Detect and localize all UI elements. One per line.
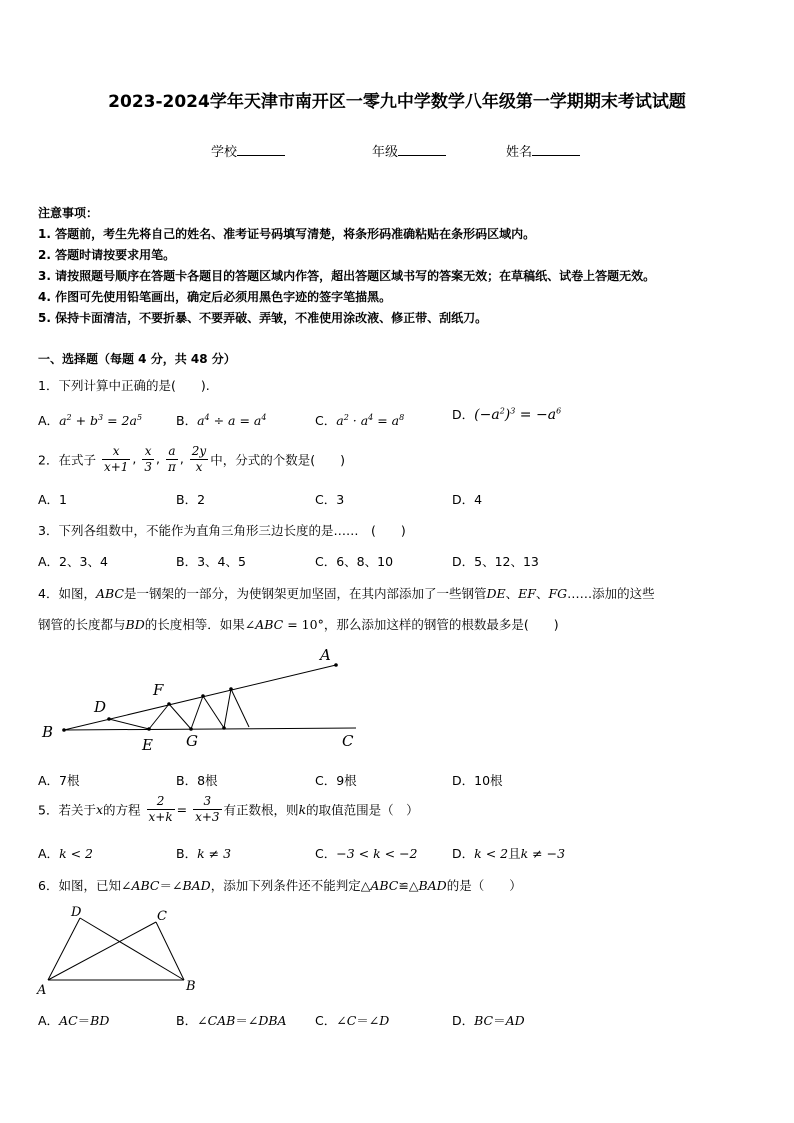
fig4-label-d: D — [94, 698, 107, 716]
q4-steel-frame-figure — [36, 640, 376, 760]
school-field[interactable]: 学校 — [211, 141, 285, 160]
fig4-label-e: E — [142, 736, 153, 754]
q2-option-b[interactable]: B．2 — [176, 492, 206, 507]
q6-option-c[interactable]: C．∠C＝∠D — [315, 1013, 390, 1028]
section-heading: 一、选择题（每题 4 分，共 48 分） — [38, 352, 236, 366]
q3-option-b[interactable]: B．3、4、5 — [176, 554, 246, 569]
q3-option-d[interactable]: D．5、12、13 — [452, 554, 539, 569]
q6-option-b[interactable]: B．∠CAB＝∠DBA — [176, 1013, 287, 1028]
q6-option-a[interactable]: A．AC＝BD — [38, 1013, 110, 1028]
notes-heading: 注意事项： — [38, 206, 99, 220]
q3-stem: 3．下列各组数中，不能作为直角三角形三边长度的是…… ( ) — [38, 523, 406, 538]
fraction: $\frac{x}{3}$ — [144, 444, 152, 474]
fig4-label-b: B — [42, 723, 54, 741]
q1-option-d[interactable]: D．$(-a^2)^3 = -a^6$ — [452, 406, 562, 423]
q6-stem: 6．如图，已知∠ABC＝∠BAD，添加下列条件还不能判定△ABC≌△BAD的是（ ） — [38, 878, 522, 893]
q5-option-c[interactable]: C．−3 < k < −2 — [315, 846, 418, 861]
q3-option-a[interactable]: A．2、3、4 — [38, 554, 108, 569]
q2-option-d[interactable]: D．4 — [452, 492, 483, 507]
q5-stem: 5．若关于x的方程 $\frac{2}{x+k}$ = $\frac{3}{x+3}$ 有正数根，则k的取值范围是（ ） — [38, 794, 419, 824]
q2-option-a[interactable]: A．1 — [38, 492, 68, 507]
fraction: $\frac{2}{x+k}$ — [148, 794, 173, 824]
q5-option-b[interactable]: B．k ≠ 3 — [176, 846, 232, 861]
q4-option-b[interactable]: B．8根 — [176, 773, 218, 788]
q4-stem-line2: 钢管的长度都与BD的长度相等．如果∠ABC = 10°，那么添加这样的钢管的根数最多是( ) — [38, 617, 559, 632]
q4-option-a[interactable]: A．7根 — [38, 773, 80, 788]
q1-stem: 1．下列计算中正确的是( ). — [38, 378, 210, 393]
note-item-1: 1. 答题前，考生先将自己的姓名、准考证号码填写清楚，将条形码准确粘贴在条形码区域内。 — [38, 227, 536, 241]
fraction: $\frac{x}{x+1}$ — [103, 444, 129, 474]
q5-option-a[interactable]: A．k < 2 — [38, 846, 94, 861]
fig4-label-f: F — [153, 681, 164, 699]
q1-option-a[interactable]: A．$a^2 + b^3 = 2a^5$ — [38, 412, 143, 428]
q1-option-b[interactable]: B．$a^4 \div a = a^4$ — [176, 412, 267, 428]
q3-option-c[interactable]: C．6、8、10 — [315, 554, 394, 569]
fig4-label-c: C — [342, 732, 354, 750]
q4-option-c[interactable]: C．9根 — [315, 773, 357, 788]
fig6-label-a: A — [37, 983, 47, 998]
page-title: 2023-2024学年天津市南开区一零九中学数学八年级第一学期期末考试试题 — [108, 92, 686, 112]
fraction: $\frac{a}{\pi}$ — [167, 444, 176, 474]
q4-stem-line1: 4．如图，ABC是一钢架的一部分，为使钢架更加坚固，在其内部添加了一些钢管DE、EF、FG……添加的这些 — [38, 586, 655, 601]
q1-option-c[interactable]: C．$a^2 \cdot a^4 = a^8$ — [315, 412, 405, 428]
note-item-4: 4. 作图可先使用铅笔画出，确定后必须用黑色字迹的签字笔描黑。 — [38, 290, 392, 304]
grade-field[interactable]: 年级 — [372, 141, 446, 160]
q2-option-c[interactable]: C．3 — [315, 492, 345, 507]
fig4-label-a: A — [320, 646, 331, 664]
name-field[interactable]: 姓名 — [506, 141, 580, 160]
fig6-label-d: D — [71, 905, 82, 920]
note-item-5: 5. 保持卡面清洁，不要折暴、不要弄破、弄皱，不准使用涂改液、修正带、刮纸刀。 — [38, 311, 488, 325]
q4-option-d[interactable]: D．10根 — [452, 773, 503, 788]
note-item-2: 2. 答题时请按要求用笔。 — [38, 248, 176, 262]
fraction: $\frac{3}{x+3}$ — [195, 794, 220, 824]
note-item-3: 3. 请按照题号顺序在答题卡各题目的答题区域内作答，超出答题区域书写的答案无效；在草稿纸、试卷上答题无效。 — [38, 269, 656, 283]
q6-option-d[interactable]: D．BC＝AD — [452, 1013, 525, 1028]
fig4-label-g: G — [186, 732, 198, 750]
fig6-label-c: C — [157, 909, 167, 924]
q6-triangle-figure — [34, 900, 204, 1000]
q2-stem: 2．在式子 $\frac{x}{x+1}$ , $\frac{x}{3}$ , $\frac{a}{\pi}$ , $\frac{2y}{x}$ 中，分式的个数是( ) — [38, 444, 345, 474]
fraction: $\frac{2y}{x}$ — [191, 444, 207, 474]
q5-option-d[interactable]: D．k < 2且k ≠ −3 — [452, 846, 566, 861]
fig6-label-b: B — [186, 979, 196, 994]
